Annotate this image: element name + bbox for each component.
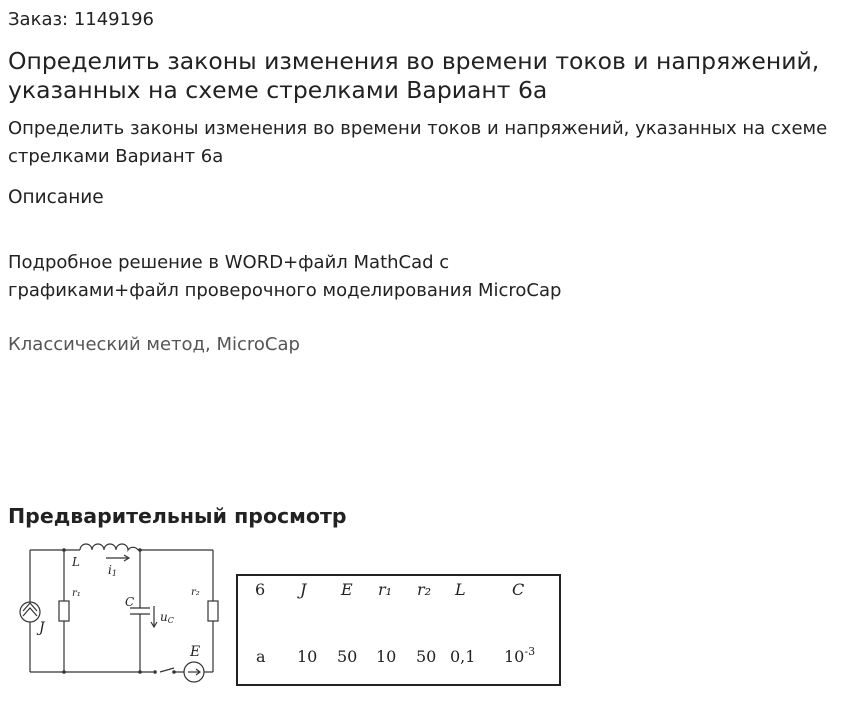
label-i — [108, 563, 117, 578]
table-header-6: C — [512, 580, 525, 599]
tags: Классический метод, MicroCap — [8, 334, 300, 355]
circuit-diagram — [8, 538, 568, 688]
table-cell-6 — [504, 645, 535, 666]
description-text — [8, 249, 648, 305]
table-cell-2: 50 — [337, 647, 358, 666]
label-i-sub: 1 — [111, 569, 117, 578]
label-u-main: u — [160, 610, 168, 624]
preview-image — [8, 538, 568, 688]
description-line-2: графиками+файл проверочного моделирования MicroCap — [8, 280, 562, 301]
table-cell-6-base: 10 — [504, 647, 525, 666]
label-r1: r₁ — [72, 588, 81, 599]
label-r2: r₂ — [191, 587, 200, 598]
preview-heading: Предварительный просмотр — [8, 504, 347, 528]
table-header-1: J — [300, 580, 307, 599]
table-header-5: L — [455, 580, 466, 599]
label-u-sub: C — [167, 616, 174, 625]
table-header-2: E — [341, 580, 353, 599]
table-cell-0: а — [256, 647, 266, 666]
label-uC — [160, 610, 174, 625]
table-cell-6-exp: -3 — [524, 645, 536, 658]
description-heading: Описание — [8, 187, 104, 208]
page-subtitle: Определить законы изменения во времени токов и напряжений, указанных на схеме стрелками Вариант 6а — [8, 118, 828, 167]
label-E: E — [190, 644, 201, 660]
table-cell-3: 10 — [376, 647, 397, 666]
order-number: Заказ: 1149196 — [8, 9, 154, 30]
table-header-0: 6 — [255, 580, 266, 599]
table-cell-4: 50 — [416, 647, 437, 666]
table-cell-1: 10 — [297, 647, 318, 666]
label-J: J — [39, 620, 45, 636]
label-i-main: i — [108, 563, 112, 577]
description-line-1: Подробное решение в WORD+файл MathCad с — [8, 252, 450, 273]
table-header-4: r₂ — [417, 580, 432, 599]
table-header-3: r₁ — [378, 580, 393, 599]
label-L: L — [72, 555, 80, 569]
page-title: Определить законы изменения во времени токов и напряжений, указанных на схеме стрелками Вариант 6а — [8, 47, 820, 104]
table-cell-5: 0,1 — [450, 647, 476, 666]
label-C: C — [125, 595, 135, 609]
